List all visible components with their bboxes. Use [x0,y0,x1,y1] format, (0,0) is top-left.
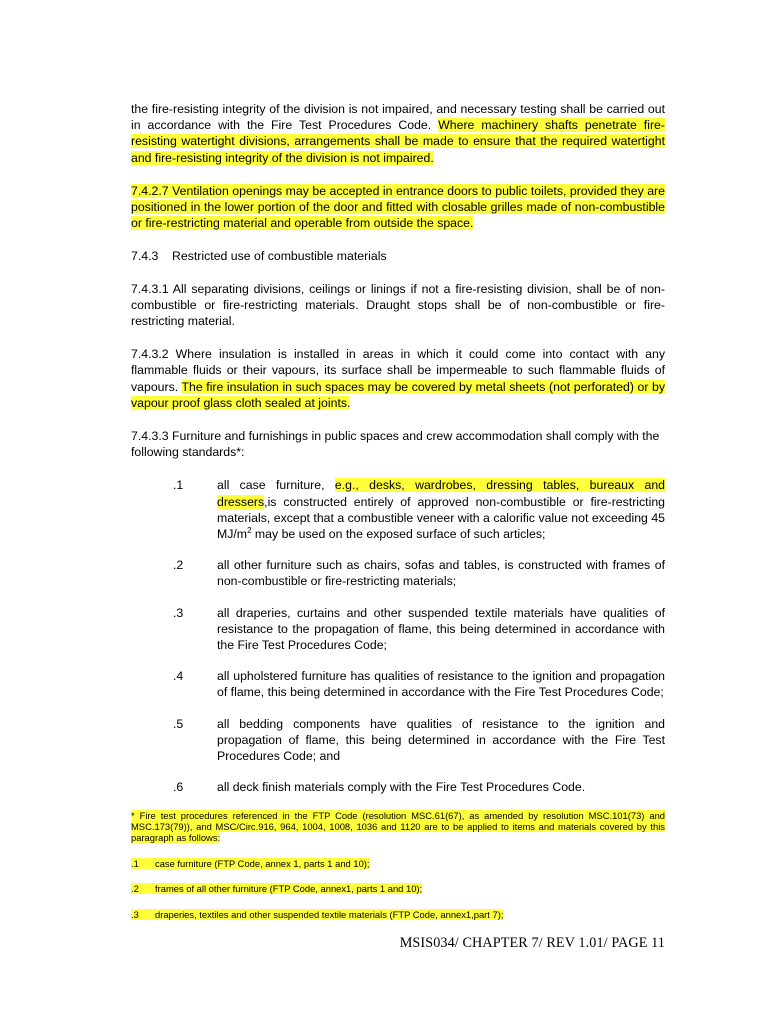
list-item-text-part: all case furniture, [217,478,335,493]
footnote-item-text: frames of all other furniture (FTP Code, annex1, parts 1 and 10); [155,883,423,895]
list-item-text: all bedding components have qualities of resistance to the ignition and propagation of flame, this being determined in accordance with the Fire Test Procedures Code; and [217,716,665,764]
paragraph-7-4-3-3: 7.4.3.3 Furniture and furnishings in public spaces and crew accommodation shall comply with the following standards*: [131,429,660,460]
footnote-text [131,810,665,844]
footnote-item-number: .1 [131,857,139,869]
paragraph-continuation-text: the fire-resisting integrity of the division is not impaired, and necessary testing shall be carried out in accordance with the Fire Test Procedures Code. [131,102,665,133]
footnote-section [131,810,665,920]
list-item [131,779,665,795]
list-item-number: .5 [173,716,184,731]
paragraph-text: 7.4.3.2 Where insulation is installed in areas in which it could come into contact with any flammable fluids or their vapours, its surface shall be impermeable to such flammable fluids of vapours. [131,347,665,394]
footnote-item [131,858,665,869]
footnote-item-text: case furniture (FTP Code, annex 1, parts 1 and 10); [155,857,370,869]
list-item-number: .4 [173,669,184,684]
superscript: 2 [247,525,252,535]
highlighted-text: Where machinery shafts penetrate fire-resisting watertight divisions, arrangements shall be made to ensure that the required watertight and fire-resisting integrity of the division is not impaired. [131,118,665,165]
list-item-text-part: ,is constructed entirely of approved non-combustible or fire-restricting materials, except that a combustible veneer with a calorific value not exceeding 45 MJ/m [217,494,665,542]
footnote-item [131,909,665,920]
list-item [131,716,665,765]
section-heading-7-4-3: 7.4.3 Restricted use of combustible materials [131,249,387,264]
document-body [131,101,665,934]
list-item [131,477,665,542]
paragraph-7-4-3-1: 7.4.3.1 All separating divisions, ceilings or linings if not a fire-resisting division, shall be of non-combustible or fire-restricting materials. Draught stops shall be of non-combustible or fire-restricting material. [131,281,665,329]
list-item-number: .6 [173,780,184,795]
footnote-item [131,883,665,894]
list-item-text: all draperies, curtains and other suspended textile materials have qualities of resistance to the propagation of flame, this being determined in accordance with the Fire Test Procedures Code; [217,605,665,653]
highlighted-text [131,909,503,920]
standards-list [131,477,665,795]
highlighted-text: e.g., desks, wardrobes, dressing tables, bureaux and dressers [217,478,665,509]
footnote-item-number: .3 [131,908,139,920]
list-item-text: all deck finish materials comply with the Fire Test Procedures Code. [217,780,586,795]
highlighted-text: The fire insulation in such spaces may be covered by metal sheets (not perforated) or by vapour proof glass cloth sealed at joints. [131,379,665,410]
list-item [131,668,665,700]
highlighted-text [131,883,422,894]
list-item [131,605,665,654]
list-item-number: .3 [173,605,184,620]
highlighted-text: 7.4.2.7 Ventilation openings may be accepted in entrance doors to public toilets, provided they are positioned in the lower portion of the door and fitted with closable grilles made of non-combustible or fire-restricting material and operable from outside the space. [131,183,665,231]
page-footer: MSIS034/ CHAPTER 7/ REV 1.01/ PAGE 11 [399,935,665,951]
list-item [131,557,665,589]
highlighted-text [131,858,370,869]
list-item-text: all upholstered furniture has qualities of resistance to the ignition and propagation of flame, this being determined in accordance with the Fire Test Procedures Code; [217,669,665,700]
list-item-text [217,477,665,542]
highlighted-text: * Fire test procedures referenced in the FTP Code (resolution MSC.61(67), as amended by resolution MSC.101(73) and MSC.173(79)), and MSC/Circ.916, 964, 1004, 1008, 1036 and 1120 are to be applied to items and materials covered by this paragraph as follows: [131,809,665,844]
footnote-item-number: .2 [131,883,139,895]
footnote-item-text: draperies, textiles and other suspended textile materials (FTP Code, annex1,part 7); [155,908,504,920]
list-item-number: .1 [173,478,184,493]
list-item-text-part: may be used on the exposed surface of such articles; [251,527,546,542]
paragraph-7-4-2-7 [131,183,665,232]
list-item-text: all other furniture such as chairs, sofas and tables, is constructed with frames of non-combustible or fire-restricting materials; [217,558,665,589]
paragraph-7-4-3-2 [131,346,665,411]
paragraph-continuation [131,101,665,166]
list-item-number: .2 [173,558,184,573]
